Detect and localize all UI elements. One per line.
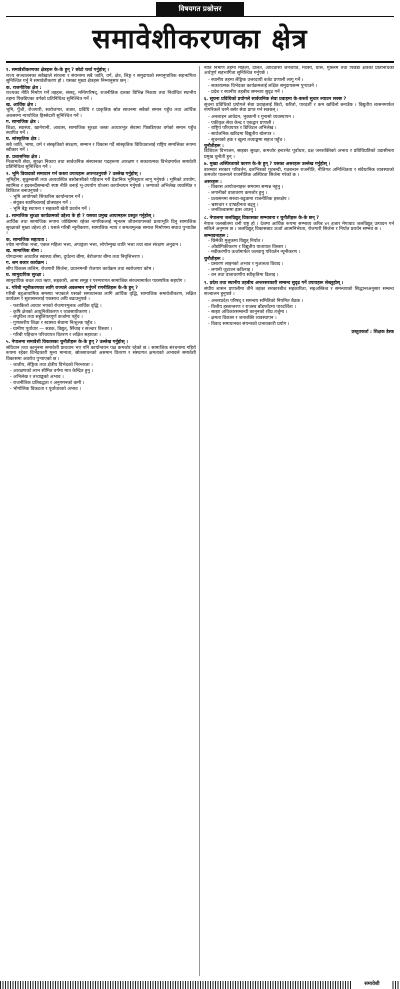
sub-heading: चुनौतीहरू : xyxy=(204,256,224,262)
list-dash: - xyxy=(208,138,212,143)
list-dash: - xyxy=(10,315,14,321)
list-dash: - xyxy=(208,310,212,316)
list-dash: - xyxy=(10,369,14,375)
list-dash: - xyxy=(208,83,212,89)
list-item xyxy=(10,195,196,200)
list-item-text: प्रसारण लाइनको अभाव र मुआब्जा विवाद । xyxy=(211,261,284,267)
footer-barcode xyxy=(0,981,400,989)
paragraph: गरिबी बहुआयामिक समस्या भएकाले यसको समाधानका लागि आर्थिक वृद्धि, सामाजिक समावेशीकरण, लक्षित कार्यक्रम र सुशासनलाई एकसाथ अघि बढाउनुपर्छ । xyxy=(6,291,196,303)
title-rule xyxy=(6,61,394,63)
list-item xyxy=(208,78,394,83)
list-dash: - xyxy=(208,126,212,132)
list-item xyxy=(208,191,394,196)
list-dash: - xyxy=(208,185,212,191)
paragraph: नेपाल जलस्रोतमा धनी राष्ट्र हो । देशमा आर्थिक रूपमा सम्भाव्य करिब ४२ हजार मेगावाट जलविद्युत् उत्पादन गर्न सकिने अनुमान छ । जलविद्युत् विकासबाट ऊर्जा आत्मनिर्भरता, रोजगारी सिर्जना र निर्यात प्रवर्धन सम्भव छ । xyxy=(204,221,394,232)
list-item-text: संयुक्त स्वामित्वलाई प्रोत्साहन गर्ने । xyxy=(13,201,71,207)
list-item xyxy=(10,321,196,326)
list-item-text: अन्तरप्रदेश परिषद् र समन्वय समितिको नियमित बैठक । xyxy=(211,298,304,304)
list-item xyxy=(208,250,394,255)
question-heading: १. समावेशीकरणका क्षेत्रहरू के-के हुन् ? छोटो चर्चा गर्नुहोस् । xyxy=(6,68,109,73)
list-item xyxy=(208,316,394,321)
list-dash: - xyxy=(10,380,14,386)
list-dash: - xyxy=(208,304,212,310)
list-dash: - xyxy=(10,195,14,201)
question-heading: ४. गरिबी न्यूनीकरणका लागि राज्यले अवलम्बन गर्नुपर्ने रणनीतिहरू के-के हुन् ? xyxy=(6,285,138,291)
list-item xyxy=(10,207,196,212)
list-item xyxy=(208,273,394,278)
sub-heading: सम्भावनाहरू : xyxy=(204,233,229,239)
list-dash: - xyxy=(208,250,212,256)
list-item-text: औद्योगिकीकरण र विद्युतीय यातायात विस्तार । xyxy=(211,244,287,250)
paragraph: राज्य सञ्चालनका सबैखाले संरचना र संयन्त्रमा सबै जाति, वर्ग, क्षेत्र, लिङ्ग र समुदायको समानुपातिक सहभागिता सुनिश्चित गर्नु नै समावेशीकरण हो । यसका मुख्य क्षेत्रहरू निम्नानुसार छन् : xyxy=(6,74,196,85)
paragraph: सीप विकास तालिम, रोजगारी सिर्जना, प्रधानमन्त्री रोजगार कार्यक्रम तथा स्वरोजगार कोष । xyxy=(6,266,155,272)
list-dash: - xyxy=(208,261,212,267)
list-item xyxy=(208,262,394,267)
list-item-text: क्षमता विकास र जनशक्ति व्यवस्थापन । xyxy=(211,316,277,322)
list-item-text: नवीकरणीय ऊर्जामार्फत जलवायु परिवर्तन न्यूनीकरण । xyxy=(211,250,301,256)
list-dash: - xyxy=(208,208,212,214)
paragraph: नीति निर्माण तहमा महिला, दलित, आदिवासी जनजाति, मधेसी, थारू, मुस्लिम तथा पिछडा क्षेत्रका प्रतिनिधिको अर्थपूर्ण सहभागिता सुनिश्चित गर्नुपर्छ । xyxy=(204,66,394,77)
list-item xyxy=(10,315,196,320)
question-heading: २. भूमि विवादको समाधान गर्न कस्ता उपायहरू अपनाउनुपर्छ ? उल्लेख गर्नुहोस् । xyxy=(6,172,141,178)
list-dash: - xyxy=(10,201,14,207)
list-item xyxy=(10,304,196,309)
list-dash: - xyxy=(10,303,14,309)
list-item xyxy=(208,115,394,120)
question-heading: ६. सूचना प्रविधिको प्रयोगले सार्वजनिक सेवा प्रवाहमा के-कस्तो सुधार ल्याउन सक्छ ? xyxy=(204,96,347,102)
list-dash: - xyxy=(208,267,212,273)
question-heading: ९. प्रदेश तथा स्थानीय तहबीच अन्तरसरकारी सम्बन्ध सुदृढ गर्ने उपायहरू लेख्नुहोस् । xyxy=(204,280,344,286)
question-heading: ५. नेपालमा समावेशी विकासका चुनौतीहरू के-के हुन् ? उल्लेख गर्नुहोस् । xyxy=(6,340,128,345)
list-dash: - xyxy=(208,238,212,244)
list-dash: - xyxy=(10,386,14,392)
list-dash: - xyxy=(208,244,212,250)
list-item-text: स्थानीय तहमा लैङ्गिक उत्तरदायी बजेट प्रणाली लागू गर्ने । xyxy=(211,77,304,83)
paragraph: ज्येष्ठ नागरिक भत्ता, एकल महिला भत्ता, अपाङ्गता भत्ता, लोपोन्मुख जाति भत्ता तथा बाल संरक्षण अनुदान । xyxy=(6,242,182,248)
list-item xyxy=(10,375,196,380)
sub-heading: ख. आर्थिक क्षेत्र : xyxy=(6,103,37,109)
list-item-text: कृषि क्षेत्रको आधुनिकीकरण र व्यवसायीकरण । xyxy=(13,309,91,315)
list-item-text: विकास आयोजनाहरू समयमा सम्पन्न नहुनु । xyxy=(211,185,284,191)
paragraph: डिजिटल विभाजन, साइबर सुरक्षा, कमजोर इन्टरनेट पूर्वाधार, दक्ष जनशक्तिको अभाव र प्रविधिप्रतिको उदासीनता प्रमुख चुनौती हुन् । xyxy=(204,149,394,160)
sub-heading: ख. सामाजिक बीमा : xyxy=(6,249,43,255)
list-item xyxy=(10,201,196,206)
list-dash: - xyxy=(208,298,212,304)
list-item xyxy=(10,327,196,332)
paragraph: शिक्षा, स्वास्थ्य, खानेपानी, आवास, सामाजिक सुरक्षा जस्ता आधारभूत सेवामा पिछडिएका वर्गको समान पहुँच स्थापित गर्ने । xyxy=(6,125,196,136)
list-dash: - xyxy=(10,363,14,369)
list-item xyxy=(208,185,394,190)
sub-heading: घ. सांस्कृतिक क्षेत्र : xyxy=(6,137,40,143)
list-dash: - xyxy=(208,273,212,279)
list-item-text: राजनीतिक प्रतिबद्धता र अनुगमनको कमी । xyxy=(13,380,85,386)
paragraph: राज्यका नीति निर्माण गर्ने तहहरू, संसद्, मन्त्रिपरिषद्, राजनीतिक दलका विभिन्न निकाय तथा निर्वाचित स्थानीय तहमा पिछडिएका वर्गको प्रतिनिधित्व सुनिश्चित गर्ने । xyxy=(6,91,196,102)
list-item-text: विवाद समाधानका संयन्त्रको प्रभावकारी प्रयोग । xyxy=(211,321,290,327)
list-item xyxy=(208,126,394,131)
list-item-text: प्रदेश र स्थानीय तहबीच समन्वय सुदृढ गर्ने । xyxy=(211,89,283,95)
list-item-text: वित्तीय हस्तान्तरण र राजस्व बाँडफाँटमा पारदर्शिता । xyxy=(211,304,296,310)
paragraph: निजामती सेवा, सुरक्षा निकाय तथा सार्वजनिक संस्थानका पदहरूमा आरक्षण र सकारात्मक विभेदमार्फत समावेशी प्रतिनिधित्व सुनिश्चित गर्ने । xyxy=(6,159,196,170)
list-item xyxy=(208,208,394,213)
list-item xyxy=(208,197,394,202)
list-dash: - xyxy=(10,374,14,380)
left-column xyxy=(6,66,196,978)
paragraph: सबै जाति, भाषा, धर्म र संस्कृतिको संरक्षण, सम्मान र विकास गर्दै सांस्कृतिक विविधतालाई राष्ट्रिय सम्पत्तिका रूपमा स्वीकार गर्ने । xyxy=(6,142,196,153)
list-item-text: लगानी जुटाउन कठिनाइ । xyxy=(211,267,254,273)
paragraph: भूमि, पुँजी, रोजगारी, स्वरोजगार, बजार, प्रविधि र प्राकृतिक स्रोत साधनमा सबैको समान पहुँच तथा आर्थिक अवसरमा न्यायोचित हिस्सेदारी सुनिश्चित गर्ने । xyxy=(6,108,196,119)
list-item-text: अनलाइन आवेदन, भुक्तानी र गुनासो व्यवस्थापन । xyxy=(211,114,295,120)
list-item xyxy=(208,138,394,143)
right-column xyxy=(204,66,394,978)
list-item-text: भूमि आयोगको सिफारिस कार्यान्वयन गर्ने । xyxy=(13,195,84,201)
list-dash: - xyxy=(208,77,212,83)
list-dash: - xyxy=(208,316,212,322)
list-item xyxy=(208,132,394,137)
list-dash: - xyxy=(208,114,212,120)
list-item-text: ग्रामीण पूर्वाधार — सडक, विद्युत्, सिँचाइ र सञ्चार विस्तार । xyxy=(13,327,113,332)
list-dash: - xyxy=(10,332,14,338)
list-dash: - xyxy=(208,190,212,196)
sub-heading: ग. श्रम बजार कार्यक्रम : xyxy=(6,261,48,267)
list-dash: - xyxy=(208,120,212,126)
list-dash: - xyxy=(208,321,212,327)
list-item-text: लगानीको वातावरण कमजोर हुनु । xyxy=(211,190,268,196)
header-rule xyxy=(6,16,394,17)
list-item-text: राष्ट्रिय परिचयपत्र र डिजिटल अभिलेख । xyxy=(211,126,277,132)
sub-heading: ग. सामाजिक क्षेत्र : xyxy=(6,120,40,126)
list-item xyxy=(10,387,196,392)
paragraph: बारम्बार सरकार परिवर्तन, दलभित्रको गुटबन्दी, गठबन्धन राजनीति, नीतिगत अनिश्चितता र संवैधानिक व्यवस्थाको कमजोर पालनाले राजनीतिक अस्थिरता सिर्जना गरेको छ । xyxy=(204,168,394,179)
list-item xyxy=(10,381,196,386)
list-item xyxy=(208,84,394,89)
list-item xyxy=(208,310,394,315)
section-tag: विषयगत प्रश्नोत्तर xyxy=(156,2,244,16)
list-item xyxy=(208,203,394,208)
list-item xyxy=(208,90,394,95)
question-heading: ३. सामाजिक सुरक्षा कार्यक्रमको उद्देश्य के हो ? यसका प्रमुख आयामहरू प्रस्तुत गर्नुहोस् । xyxy=(6,214,155,220)
list-item-text: जातीय, लैङ्गिक तथा क्षेत्रीय विभेदको निरन्तरता । xyxy=(13,363,93,369)
list-item-text: सकारात्मक विभेदका कार्यक्रमलाई लक्षित समुदायसम्म पुर्‍याउने । xyxy=(211,83,317,89)
question-heading: ८. नेपालमा जलविद्युत् विकासका सम्भावना र चुनौतीहरू के-के छन् ? xyxy=(204,215,319,221)
list-item xyxy=(208,305,394,310)
list-item-text: साझा अधिकारसम्बन्धी कानुनको शीघ्र तर्जुमा । xyxy=(211,310,288,316)
list-dash: - xyxy=(208,202,212,208)
question-heading: ७. मुख्य अस्थिरताको कारण के-के हुन् ? यसका असरहरू उल्लेख गर्नुहोस् । xyxy=(204,161,331,167)
list-item-text: प्रशासनमा सरुवा-बढुवामा राजनीतिक हस्तक्षेप । xyxy=(211,196,290,202)
paragraph: आर्थिक तथा सामाजिक रूपमा जोखिममा रहेका नागरिकलाई न्यूनतम जीवनयापनको प्रत्याभूति दिनु सामाजिक सुरक्षाको मुख्य उद्देश्य हो । यसले गरिबी न्यूनीकरण, सामाजिक न्याय र समतामूलक समाज निर्माणमा सघाउ पुर्‍याउँछ । xyxy=(6,220,196,236)
sub-heading: क. राजनीतिक क्षेत्र : xyxy=(6,86,42,92)
list-item-text: सार्वजनिक खरिदमा विद्युतीय बोलपत्र । xyxy=(211,132,275,138)
paragraph: योगदानमा आधारित स्वास्थ्य बीमा, दुर्घटना बीमा, बेरोजगार बीमा तथा निवृत्तिभरण । xyxy=(6,254,143,260)
sub-heading: ङ. प्रशासनिक क्षेत्र : xyxy=(6,154,41,160)
paragraph: भूमिहीन, सुकुम्बासी तथा अव्यवस्थित बसोबासीको पहिचान गरी वैज्ञानिक भूमिसुधार लागू गर्नुपर्छ । भूमिको उपयोग, स्वामित्व र हदबन्दीसम्बन्धी स्पष्ट नीति बनाई भू-उपयोग योजना कार्यान्वयन गर्नुपर्छ । जग्गाको अभिलेख व्यवस्थित र डिजिटल बनाउनुपर्छ । xyxy=(6,178,196,194)
list-item-text: फराकिलो आधार भएको रोजगारमूलक आर्थिक वृद्धि । xyxy=(13,303,102,309)
sub-heading: चुनौतीहरू : xyxy=(204,144,224,150)
list-item xyxy=(10,369,196,374)
list-item-text: भूमि बैङ्क स्थापना र सहकारी खेती प्रवर्धन गर्ने । xyxy=(13,207,90,213)
list-item xyxy=(10,333,196,338)
list-item-text: वन तथा वातावरणीय स्वीकृतिमा ढिलाइ । xyxy=(211,273,279,279)
list-item-text: भ्रष्टाचार र दण्डहीनता बढ्नु । xyxy=(211,202,259,208)
list-item-text: गरिबी पहिचान परिचयपत्र वितरण र लक्षित सहायता । xyxy=(13,332,101,338)
list-item xyxy=(208,299,394,304)
list-item-text: लघुवित्त तथा सहुलियतपूर्ण कर्जामा पहुँच । xyxy=(13,315,83,321)
list-item xyxy=(208,239,394,244)
list-dash: - xyxy=(208,196,212,202)
sub-heading: असरहरू : xyxy=(204,179,222,185)
list-dash: - xyxy=(208,89,212,95)
list-item-text: जनविश्वासमा ह्रास आउनु । xyxy=(211,208,257,214)
paragraph: संविधान तथा कानुनमा समावेशी प्रावधान भए पनि कार्यान्वयन पक्ष कमजोर रहेको छ । सामाजिक संरचनामा गहिरो रूपमा रहेका विभेदकारी मूल्य मान्यता, स्रोतसाधनको असमान वितरण र संस्थागत क्षमताको अभावले समावेशी विकासमा अवरोध पुर्‍याएको छ । xyxy=(6,346,196,362)
list-item-text: आरक्षणको लाभ सीमित वर्गमा मात्र केन्द्रित हुनु । xyxy=(13,369,94,375)
list-item-text: एकीकृत सेवा केन्द्र र एकद्वार प्रणाली । xyxy=(211,120,275,126)
paragraph: संघीय शासन प्रणालीमा तीनै तहका सरकारबीच सहकारिता, सहअस्तित्व र समन्वयको सिद्धान्तअनुसार सम्बन्ध सञ्चालन हुनुपर्छ । xyxy=(204,286,394,298)
list-item-text: भौगोलिक विकटता र पूर्वाधारको अभाव । xyxy=(13,386,81,392)
sub-heading: क. सामाजिक सहायता : xyxy=(6,237,48,243)
footer-label: समावेशी xyxy=(352,980,392,989)
list-dash: - xyxy=(10,321,14,327)
page-title: समावेशीकरणका क्षेत्र xyxy=(92,24,308,55)
list-dash: - xyxy=(208,132,212,138)
paragraph: सूचना प्रविधिको प्रयोगले सेवा प्रवाहलाई छिटो, छरितो, पारदर्शी र कम खर्चिलो बनाउँछ । विद्युतीय शासनमार्फत नागरिकले घरमै बसेर सेवा प्राप्त गर्न सक्छन् । xyxy=(204,102,394,114)
list-item-text: गुणस्तरीय शिक्षा र स्वास्थ्य सेवामा निःशुल्क पहुँच । xyxy=(13,321,96,327)
list-dash: - xyxy=(10,207,14,213)
column-divider xyxy=(199,66,200,976)
list-item-text: अभिलेख र तथ्याङ्कको अभाव । xyxy=(13,374,64,380)
list-item xyxy=(10,363,196,368)
sub-heading: घ. सामुदायिक सुरक्षा : xyxy=(6,273,45,279)
list-dash: - xyxy=(10,309,14,315)
list-dash: - xyxy=(10,327,14,332)
list-item xyxy=(208,322,394,327)
author-credit: प्रस्तुतकर्ता : शिक्षक डेस्क xyxy=(351,330,394,336)
paragraph: सामुदायिक बचत तथा ऋण, सहकारी, आमा समूह र परम्परागत सामाजिक संरचनामार्फत पारस्परिक सहयोग । xyxy=(6,278,186,284)
list-item-text: छिमेकी मुलुकमा विद्युत् निर्यात । xyxy=(211,238,264,244)
list-item-text: सूचनाको हक र खुला तथ्याङ्कमा सहज पहुँच । xyxy=(211,138,286,143)
